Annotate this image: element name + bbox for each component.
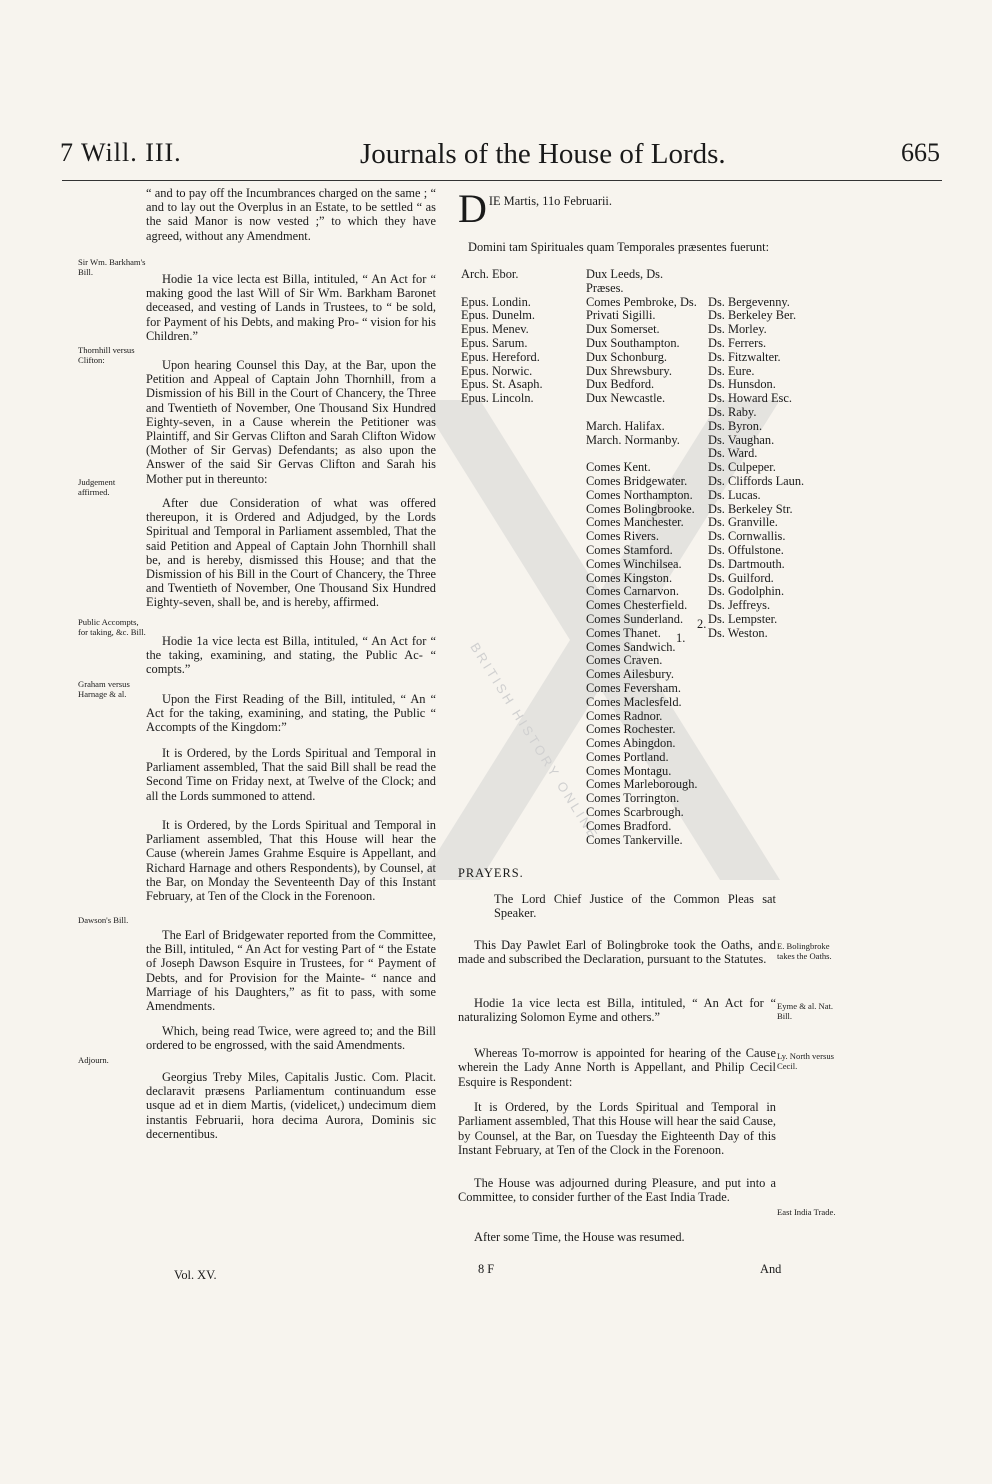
page-number: 665 (901, 138, 940, 167)
peer-entry: Comes Ailesbury. (586, 667, 674, 682)
bishop-entry: Epus. Menev. (461, 322, 529, 337)
margin-note: Eyme & al. Nat. Bill. (777, 1001, 834, 1021)
peer-entry (586, 406, 698, 420)
baron-entry: Ds. Eure. (708, 363, 755, 378)
peer-entry: Comes Thanet. (586, 625, 661, 640)
peer-entry: Comes Portland. (586, 749, 669, 764)
peer-entry: Comes Maclesfeld. (586, 694, 682, 709)
baron-entry: Ds. Culpeper. (708, 460, 776, 475)
peer-entry: Comes Stamford. (586, 542, 673, 557)
paragraph: It is Ordered, by the Lords Spiritual and Temporal in Parliament assembled, That the said Bill shall be read the Second Time on Friday next, at Twelve of the Clock; and all the Lords summoned to attend. (146, 746, 436, 803)
peer-entry: Comes Sandwich. (586, 639, 676, 654)
baron-entry: Ds. Cliffords Laun. (708, 473, 805, 488)
volume-label: Vol. XV. (174, 1268, 217, 1282)
bishop-entry: Epus. Londin. (461, 294, 531, 309)
baron-entry: Ds. Raby. (708, 404, 757, 419)
baron-entry: Ds. Godolphin. (708, 584, 785, 599)
margin-note: Dawson's Bill. (78, 915, 129, 925)
baron-entry: Ds. Vaughan. (708, 432, 775, 447)
peer-entry: Comes Marleborough. (586, 777, 698, 792)
margin-note: East India Trade. (777, 1207, 836, 1217)
paragraph: The Earl of Bridgewater reported from the Committee, the Bill, intituled, “ An Act for vesting Part of “ the Estate of Joseph Dawson Esquire in Trustees, for “ Payment of Debts, and for Provision for the Mainte- “ nance and Marriage of his Daughters,” as fit to pass, with some Amendments. (146, 928, 436, 1014)
paragraph: Hodie 1a vice lecta est Billa, intituled, “ An Act for “ making good the last Will of Sir Wm. Barkham Baronet deceased, and vesting of Lands in Trustees, to “ be sold, for Payment of his Debts, and making Pro- “ vision for his Children.” (146, 272, 436, 343)
peer-entry: Comes Montagu. (586, 763, 672, 778)
paragraph: It is Ordered, by the Lords Spiritual and Temporal in Parliament assembled, That this House will hear the Cause (wherein James Grahme Esquire is Appellant, and Richard Harnage and others Respondents), by Counsel, at the Bar, on Monday the Seventeenth Day of this Instant February, at Ten of the Clock in the Forenoon. (146, 818, 436, 904)
prayers-heading: PRAYERS. (458, 866, 524, 880)
baron-entry: Ds. Ferrers. (708, 335, 767, 350)
peer-entry: Dux Bedford. (586, 377, 655, 392)
bishop-entry: Epus. Lincoln. (461, 391, 534, 406)
baron-entry: Ds. Lempster. (708, 611, 778, 626)
bishop-entry: Epus. Dunelm. (461, 308, 535, 323)
peer-entry: Comes Kingston. (586, 570, 673, 585)
peer-entry: Privati Sigilli. (586, 308, 656, 323)
bishop-entry: Epus. Sarum. (461, 335, 528, 350)
margin-note: Ly. North versus Cecil. (777, 1051, 834, 1071)
peer-entry: Dux Newcastle. (586, 391, 666, 406)
bishop-entry: Epus. St. Asaph. (461, 377, 543, 392)
baron-entry: Ds. Cornwallis. (708, 529, 786, 544)
peer-entry: Comes Craven. (586, 653, 663, 668)
peer-entry: Comes Scarbrough. (586, 805, 684, 820)
paragraph: This Day Pawlet Earl of Bolingbroke took the Oaths, and made and subscribed the Declaration, pursuant to the Statutes. (458, 938, 776, 967)
peer-entry: Comes Bolingbrooke. (586, 501, 695, 516)
paragraph: Whereas To-morrow is appointed for hearing of the Cause wherein the Lady Anne North is Appellant, and Philip Cecil Esquire is Respondent: (458, 1046, 776, 1089)
list-marker: 2. (697, 617, 707, 631)
baron-entry: Ds. Berkeley Ber. (708, 308, 797, 323)
signature-mark: 8 F (478, 1262, 495, 1276)
peer-entry: Comes Abingdon. (586, 736, 676, 751)
baron-entry: Ds. Fitzwalter. (708, 349, 781, 364)
paragraph: Which, being read Twice, were agreed to; and the Bill ordered to be engrossed, with the said Amendments. (146, 1024, 436, 1053)
peer-entry (586, 447, 698, 461)
bishop-entry: Epus. Norwic. (461, 363, 533, 378)
journal-title: Journals of the House of Lords. (360, 138, 726, 170)
peer-entry: Comes Northampton. (586, 487, 693, 502)
peer-entry: Dux Southampton. (586, 335, 680, 350)
peers-list (586, 268, 698, 847)
peer-entry: Comes Torrington. (586, 791, 680, 806)
peer-entry: Dux Somerset. (586, 322, 660, 337)
paragraph: After due Consideration of what was offered thereupon, it is Ordered and Adjudged, by the Lords Spiritual and Temporal in Parliament assembled, That the said Petition and Appeal of Captain John Thornhill shall be, and is hereby, dismissed this House; and that the Dismission of his Bill in the Court of Chancery, the Three and Twentieth of November, One Thousand Six Hundred Eighty-seven, shall be, and is hereby, affirmed. (146, 496, 436, 610)
paragraph: Georgius Treby Miles, Capitalis Justic. Com. Placit. declaravit præsens Parliamentum continuandum esse usque ad et in diem Martis, (videlicet,) undecimum diem instantis Februarii, hora decima Aurora, Dominis sic decernentibus. (146, 1070, 436, 1141)
peer-entry: Dux Schonburg. (586, 349, 667, 364)
peer-entry: Comes Rivers. (586, 529, 659, 544)
paragraph: The House was adjourned during Pleasure, and put into a Committee, to consider further of the East India Trade. (458, 1176, 776, 1205)
bishops-list (461, 268, 543, 406)
margin-note: Public Accompts, for taking, &c. Bill. (78, 617, 146, 637)
running-header (60, 138, 940, 178)
margin-note: Adjourn. (78, 1055, 109, 1065)
peer-entry: Comes Winchilsea. (586, 556, 682, 571)
date-line (458, 186, 804, 231)
baron-entry: Ds. Weston. (708, 625, 768, 640)
drop-cap: D (458, 186, 487, 231)
peer-entry: Comes Sunderland. (586, 611, 684, 626)
peer-entry: Comes Rochester. (586, 722, 676, 737)
present-heading: Domini tam Spirituales quam Temporales præsentes fuerunt: (468, 240, 770, 254)
baron-entry: Ds. Granville. (708, 515, 778, 530)
baron-entry: Ds. Jeffreys. (708, 598, 771, 613)
left-column (146, 186, 436, 1151)
baron-entry: Ds. Byron. (708, 418, 763, 433)
baron-entry: Ds. Guilford. (708, 570, 774, 585)
baron-entry (708, 282, 804, 296)
peer-entry: Dux Shrewsbury. (586, 363, 672, 378)
baron-entry: Ds. Dartmouth. (708, 556, 785, 571)
peer-entry: March. Normanby. (586, 432, 680, 447)
peer-entry: March. Halifax. (586, 418, 665, 433)
paragraph: Hodie 1a vice lecta est Billa, intituled, “ An Act for “ the taking, examining, and stating, the Public Ac- “ compts.” (146, 634, 436, 677)
bishop-entry: Arch. Ebor. (461, 267, 519, 281)
peer-entry: Comes Carnarvon. (586, 584, 679, 599)
list-marker: 1. (676, 631, 686, 645)
margin-note: Judgement affirmed. (78, 477, 116, 497)
paragraph: Hodie 1a vice lecta est Billa, intituled, “ An Act for “ naturalizing Solomon Eyme and others.” (458, 996, 776, 1025)
peer-entry: Comes Manchester. (586, 515, 684, 530)
peer-entry: Comes Chesterfield. (586, 598, 688, 613)
baron-entry: Ds. Morley. (708, 322, 767, 337)
baron-entry: Ds. Ward. (708, 446, 758, 461)
margin-note: Thornhill versus Clifton: (78, 345, 135, 365)
baron-entry: Ds. Howard Esc. (708, 391, 792, 406)
margin-note: Sir Wm. Barkham's Bill. (78, 257, 146, 277)
right-column-top (458, 186, 804, 264)
peer-entry: Comes Feversham. (586, 680, 681, 695)
barons-list (708, 268, 804, 641)
peer-entry: Præses. (586, 280, 624, 295)
baron-entry (708, 268, 804, 282)
header-rule (62, 180, 942, 181)
peer-entry: Comes Radnor. (586, 708, 663, 723)
watermark-text: BRITISH HISTORY ONLINE (467, 640, 602, 843)
margin-note: Graham versus Harnage & al. (78, 679, 130, 699)
peer-entry: Comes Bradford. (586, 818, 672, 833)
speaker-line: The Lord Chief Justice of the Common Pleas sat Speaker. (494, 892, 776, 921)
peer-entry: Dux Leeds, Ds. (586, 267, 664, 281)
baron-entry: Ds. Lucas. (708, 487, 761, 502)
paragraph: After some Time, the House was resumed. (474, 1230, 685, 1245)
paragraph: Upon hearing Counsel this Day, at the Bar, upon the Petition and Appeal of Captain John Thornhill, from a Dismission of his Bill in the Court of Chancery, the Three and Twentieth of November, One Thousand Six Hundred Eighty-seven, in a Cause wherein the Petitioner was Plaintiff, and Sir Gervas Clifton and Sarah Clifton Widow (Mother of Sir Gervas) Defendants; as also upon the Answer of the said Sir Gervas Clifton and Sarah his Mother put in thereunto: (146, 358, 436, 486)
baron-entry: Ds. Berkeley Str. (708, 501, 793, 516)
peer-entry: Comes Kent. (586, 460, 651, 475)
margin-note: E. Bolingbroke takes the Oaths. (777, 941, 832, 961)
peer-entry: Comes Bridgewater. (586, 473, 688, 488)
peer-entry: Comes Pembroke, Ds. (586, 294, 697, 309)
paragraph: “ and to pay off the Incumbrances charged on the same ; “ and to lay out the Overplus in an Estate, to be settled “ as the said Manor is now vested ;” to which they have agreed, without any Amendment. (146, 186, 436, 243)
catchword: And (760, 1262, 782, 1276)
paragraph: It is Ordered, by the Lords Spiritual and Temporal in Parliament assembled, That this House will hear the said Cause, by Counsel, at the Bar, on Tuesday the Eighteenth Day of this Instant February, at Ten of the Clock in the Forenoon. (458, 1100, 776, 1157)
right-column-bottom (458, 866, 776, 1254)
bishop-entry: Epus. Hereford. (461, 349, 540, 364)
bishop-entry (461, 282, 543, 296)
baron-entry: Ds. Hunsdon. (708, 377, 776, 392)
peer-entry: Comes Tankerville. (586, 832, 683, 847)
baron-entry: Ds. Bergevenny. (708, 294, 790, 309)
baron-entry: Ds. Offulstone. (708, 542, 784, 557)
paragraph: Upon the First Reading of the Bill, intituled, “ An “ Act for the taking, examining, and stating, the Public “ Accompts of the Kingdom:” (146, 692, 436, 735)
regnal-year: 7 Will. III. (60, 138, 182, 167)
session-date: IE Martis, 11o Februarii. (488, 194, 612, 208)
